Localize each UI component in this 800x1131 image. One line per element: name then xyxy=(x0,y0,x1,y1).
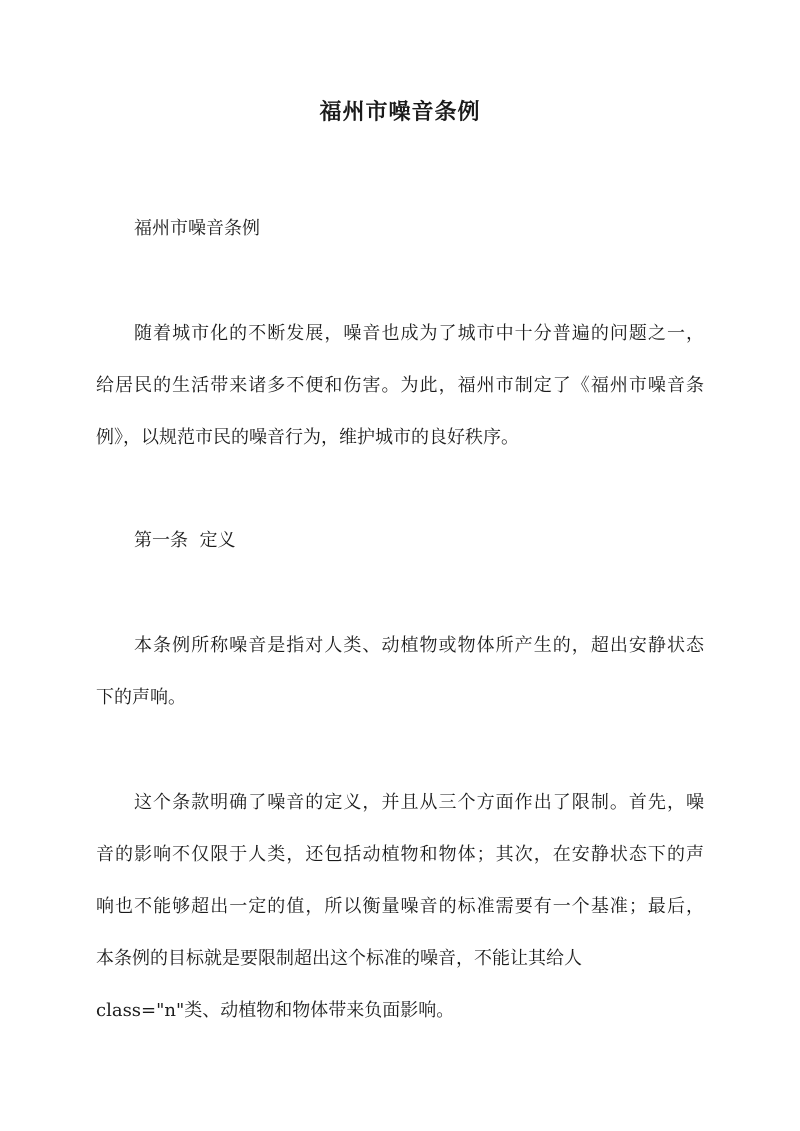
explanation-paragraph-line: class="n"类、动植物和物体带来负面影响。 xyxy=(96,1000,455,1021)
document-title: 福州市噪音条例 xyxy=(319,99,481,125)
intro-paragraph-line: 给居民的生活带来诸多不便和伤害。为此，福州市制定了《福州市噪音条 xyxy=(96,375,704,396)
explanation-paragraph-line: 响也不能够超出一定的值，所以衡量噪音的标准需要有一个基准；最后， xyxy=(96,896,704,917)
intro-paragraph-line: 例》，以规范市民的噪音行为，维护城市的良好秩序。 xyxy=(96,427,519,448)
definition-paragraph-line: 本条例所称噪音是指对人类、动植物或物体所产生的，超出安静状态 xyxy=(134,635,704,656)
definition-paragraph-line: 下的声响。 xyxy=(96,687,186,708)
article-heading: 第一条 定义 xyxy=(134,530,236,551)
explanation-paragraph-line: 这个条款明确了噪音的定义，并且从三个方面作出了限制。首先，噪 xyxy=(134,792,704,813)
explanation-paragraph-line: 音的影响不仅限于人类，还包括动植物和物体；其次，在安静状态下的声 xyxy=(96,844,704,865)
paragraph-heading-line: 福州市噪音条例 xyxy=(134,218,260,239)
intro-paragraph-line: 随着城市化的不断发展，噪音也成为了城市中十分普遍的问题之一， xyxy=(134,323,704,344)
explanation-paragraph-line: 本条例的目标就是要限制超出这个标准的噪音，不能让其给人 xyxy=(96,948,582,969)
